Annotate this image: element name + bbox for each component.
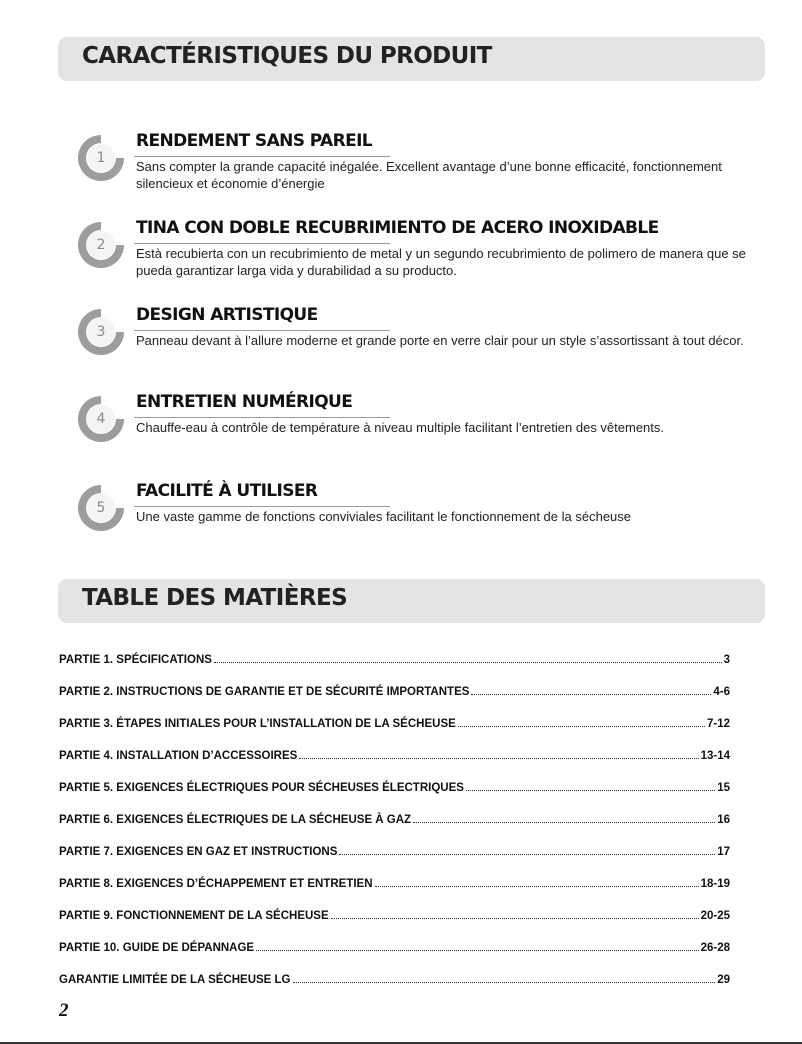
toc-entry-page: 15 xyxy=(717,782,730,794)
features-section-header xyxy=(58,37,765,81)
feature-item-2 xyxy=(74,218,764,298)
toc-leader-dots xyxy=(466,779,715,791)
feature-number: 5 xyxy=(96,500,106,516)
toc-entry-page: 20-25 xyxy=(700,910,730,922)
toc-entry[interactable] xyxy=(59,843,730,859)
toc-entry-page: 18-19 xyxy=(700,878,730,890)
toc-leader-dots xyxy=(299,747,698,759)
feature-divider xyxy=(134,156,390,157)
toc-entry[interactable] xyxy=(59,971,730,987)
feature-divider xyxy=(134,417,390,418)
feature-heading: TINA CON DOBLE RECUBRIMIENTO DE ACERO INOXIDABLE xyxy=(136,218,659,238)
toc-entry[interactable] xyxy=(59,747,730,763)
feature-item-5 xyxy=(74,481,764,561)
feature-description: Une vaste gamme de fonctions conviviales facilitant le fonctionnement de la sécheuse xyxy=(136,509,632,524)
toc-leader-dots xyxy=(331,907,699,919)
feature-number: 3 xyxy=(96,324,106,340)
feature-description: Està recubierta con un recubrimiento de metal y un segundo recubrimiento de polimero de manera que se pueda garantizar larga vida y durabilidad a su producto. xyxy=(136,246,746,278)
feature-item-3 xyxy=(74,305,764,385)
feature-number-badge-icon xyxy=(74,218,128,272)
toc-entry[interactable] xyxy=(59,651,730,667)
toc-entry-label: PARTIE 3. ÉTAPES INITIALES POUR L’INSTALLATION DE LA SÉCHEUSE xyxy=(59,718,456,730)
toc-leader-dots xyxy=(214,651,722,663)
toc-leader-dots xyxy=(375,875,699,887)
toc-section-title: TABLE DES MATIÈRES xyxy=(82,585,348,611)
feature-item-4 xyxy=(74,392,764,472)
feature-number-badge-icon xyxy=(74,305,128,359)
feature-divider xyxy=(134,330,390,331)
toc-entry-label: GARANTIE LIMITÉE DE LA SÉCHEUSE LG xyxy=(59,974,291,986)
feature-number: 1 xyxy=(96,150,106,166)
toc-entry-page: 4-6 xyxy=(713,686,730,698)
toc-entry-label: PARTIE 10. GUIDE DE DÉPANNAGE xyxy=(59,942,255,954)
feature-number-badge-icon xyxy=(74,392,128,446)
feature-divider xyxy=(134,243,390,244)
feature-number-badge-icon xyxy=(74,131,128,185)
page-number: 2 xyxy=(59,1000,69,1021)
toc-entry-label: PARTIE 5. EXIGENCES ÉLECTRIQUES POUR SÉCHEUSES ÉLECTRIQUES xyxy=(59,782,464,794)
toc-entry[interactable] xyxy=(59,779,730,795)
toc-entry-page: 13-14 xyxy=(700,750,730,762)
toc-entry-label: PARTIE 8. EXIGENCES D’ÉCHAPPEMENT ET ENTRETIEN xyxy=(59,878,373,890)
toc-leader-dots xyxy=(458,715,705,727)
feature-heading: DESIGN ARTISTIQUE xyxy=(136,305,318,325)
toc-leader-dots xyxy=(256,939,698,951)
toc-entry-page: 7-12 xyxy=(706,718,730,730)
toc-entry[interactable] xyxy=(59,939,730,955)
feature-description: Chauffe-eau à contrôle de température à niveau multiple facilitant l’entretien des vêtements. xyxy=(136,420,665,435)
feature-number: 4 xyxy=(96,411,106,427)
toc-entry-label: PARTIE 4. INSTALLATION D’ACCESSOIRES xyxy=(59,750,298,762)
feature-description: Panneau devant à l’allure moderne et grande porte en verre clair pour un style s’assortissant à tout décor. xyxy=(136,333,744,348)
toc-entry-label: PARTIE 1. SPÉCIFICATIONS xyxy=(59,654,212,666)
feature-number: 2 xyxy=(96,237,106,253)
toc-entry[interactable] xyxy=(59,683,730,699)
toc-entry[interactable] xyxy=(59,715,730,731)
feature-heading: FACILITÉ À UTILISER xyxy=(136,481,318,501)
toc-entry[interactable] xyxy=(59,907,730,923)
feature-description: Sans compter la grande capacité inégalée. Excellent avantage d’une bonne efficacité, fonctionnement silencieux et économie d’énergie xyxy=(136,159,722,191)
feature-divider xyxy=(134,506,390,507)
toc-entry[interactable] xyxy=(59,811,730,827)
feature-heading: RENDEMENT SANS PAREIL xyxy=(136,131,373,151)
toc-leader-dots xyxy=(293,971,716,983)
features-section-title: CARACTÉRISTIQUES DU PRODUIT xyxy=(82,43,492,69)
toc-entry-label: PARTIE 2. INSTRUCTIONS DE GARANTIE ET DE SÉCURITÉ IMPORTANTES xyxy=(59,686,470,698)
toc-entry-page: 3 xyxy=(723,654,730,666)
feature-heading: ENTRETIEN NUMÉRIQUE xyxy=(136,392,353,412)
toc-entry-label: PARTIE 6. EXIGENCES ÉLECTRIQUES DE LA SÉCHEUSE À GAZ xyxy=(59,814,412,826)
feature-item-1 xyxy=(74,131,764,211)
toc-entry[interactable] xyxy=(59,875,730,891)
toc-entry-page: 26-28 xyxy=(700,942,730,954)
toc-entry-label: PARTIE 9. FONCTIONNEMENT DE LA SÉCHEUSE xyxy=(59,910,329,922)
toc-entry-page: 17 xyxy=(717,846,730,858)
toc-leader-dots xyxy=(413,811,715,823)
toc-leader-dots xyxy=(471,683,711,695)
toc-entry-page: 16 xyxy=(717,814,730,826)
toc-leader-dots xyxy=(339,843,715,855)
toc-entry-page: 29 xyxy=(717,974,730,986)
feature-number-badge-icon xyxy=(74,481,128,535)
toc-entry-label: PARTIE 7. EXIGENCES EN GAZ ET INSTRUCTIONS xyxy=(59,846,338,858)
toc-section-header xyxy=(58,579,765,623)
